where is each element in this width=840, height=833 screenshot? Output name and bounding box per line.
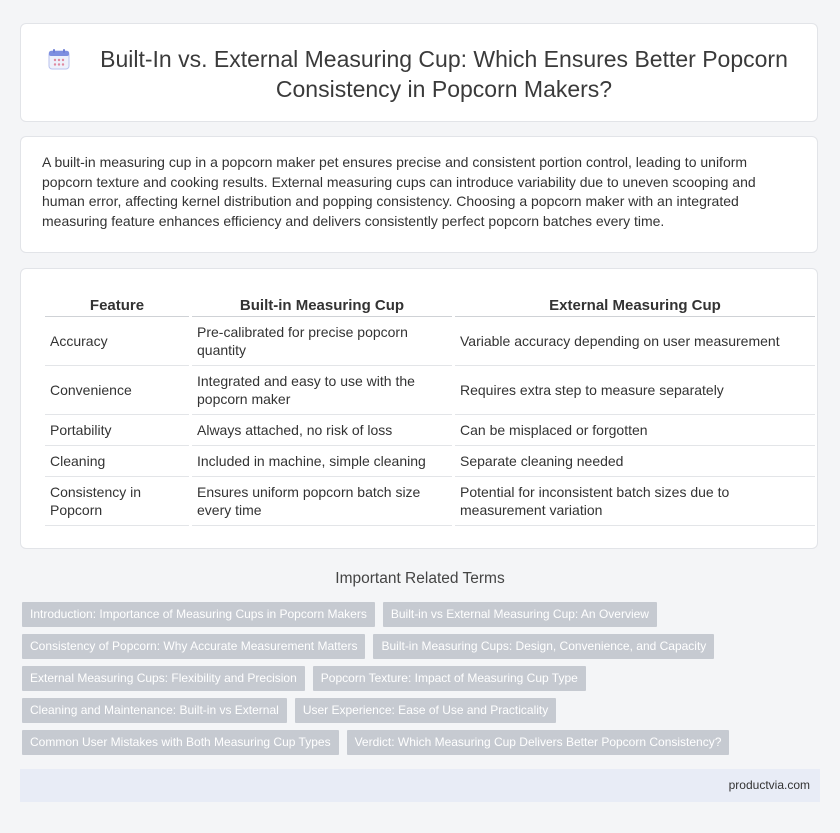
comparison-card (20, 268, 818, 549)
cell-feature: Accuracy (45, 317, 189, 366)
table-row (45, 415, 815, 446)
cell-external: Separate cleaning needed (455, 446, 815, 477)
footer-site-link[interactable]: productvia.com (728, 778, 810, 792)
related-terms-list (22, 602, 782, 762)
cell-feature: Portability (45, 415, 189, 446)
related-term-tag[interactable]: Built-in vs External Measuring Cup: An Overview (383, 602, 657, 627)
cell-built-in: Pre-calibrated for precise popcorn quantity (192, 317, 452, 366)
related-term-tag[interactable]: Cleaning and Maintenance: Built-in vs External (22, 698, 287, 723)
related-term-tag[interactable]: Consistency of Popcorn: Why Accurate Measurement Matters (22, 634, 365, 659)
table-row (45, 366, 815, 415)
cell-external: Can be misplaced or forgotten (455, 415, 815, 446)
cell-feature: Consistency in Popcorn (45, 477, 189, 526)
cell-external: Requires extra step to measure separately (455, 366, 815, 415)
intro-card (20, 136, 818, 253)
page-title: Built-In vs. External Measuring Cup: Which Ensures Better Popcorn Consistency in Popcorn Makers? (100, 46, 788, 102)
cell-built-in: Ensures uniform popcorn batch size every time (192, 477, 452, 526)
table-row (45, 477, 815, 526)
header-external: External Measuring Cup (455, 294, 815, 317)
related-term-tag[interactable]: Popcorn Texture: Impact of Measuring Cup Type (313, 666, 586, 691)
cell-built-in: Integrated and easy to use with the popcorn maker (192, 366, 452, 415)
related-term-tag[interactable]: Built-in Measuring Cups: Design, Convenience, and Capacity (373, 634, 714, 659)
cell-external: Potential for inconsistent batch sizes due to measurement variation (455, 477, 815, 526)
related-terms-heading: Important Related Terms (335, 570, 505, 587)
footer-bar (20, 769, 820, 802)
cell-built-in: Always attached, no risk of loss (192, 415, 452, 446)
header-feature: Feature (45, 294, 189, 317)
table-row (45, 446, 815, 477)
cell-feature: Convenience (45, 366, 189, 415)
cell-feature: Cleaning (45, 446, 189, 477)
header-built-in: Built-in Measuring Cup (192, 294, 452, 317)
intro-paragraph: A built-in measuring cup in a popcorn maker pet ensures precise and consistent portion control, leading to uniform popcorn texture and cooking results. External measuring cups can introduce variability due to uneven scooping and human error, affecting kernel distribution and popping consistency. Choosing a popcorn maker with an integrated measuring feature enhances efficiency and delivers consistently perfect popcorn batches every time. (42, 154, 756, 229)
related-term-tag[interactable]: User Experience: Ease of Use and Practicality (295, 698, 556, 723)
table-row (45, 317, 815, 366)
table-header-row (45, 294, 815, 317)
cell-built-in: Included in machine, simple cleaning (192, 446, 452, 477)
related-term-tag[interactable]: Common User Mistakes with Both Measuring Cup Types (22, 730, 339, 755)
related-term-tag[interactable]: External Measuring Cups: Flexibility and Precision (22, 666, 305, 691)
cell-external: Variable accuracy depending on user measurement (455, 317, 815, 366)
related-term-tag[interactable]: Verdict: Which Measuring Cup Delivers Better Popcorn Consistency? (347, 730, 730, 755)
calendar-icon (48, 48, 70, 70)
related-term-tag[interactable]: Introduction: Importance of Measuring Cups in Popcorn Makers (22, 602, 375, 627)
title-card (20, 23, 818, 122)
comparison-table (42, 294, 818, 526)
